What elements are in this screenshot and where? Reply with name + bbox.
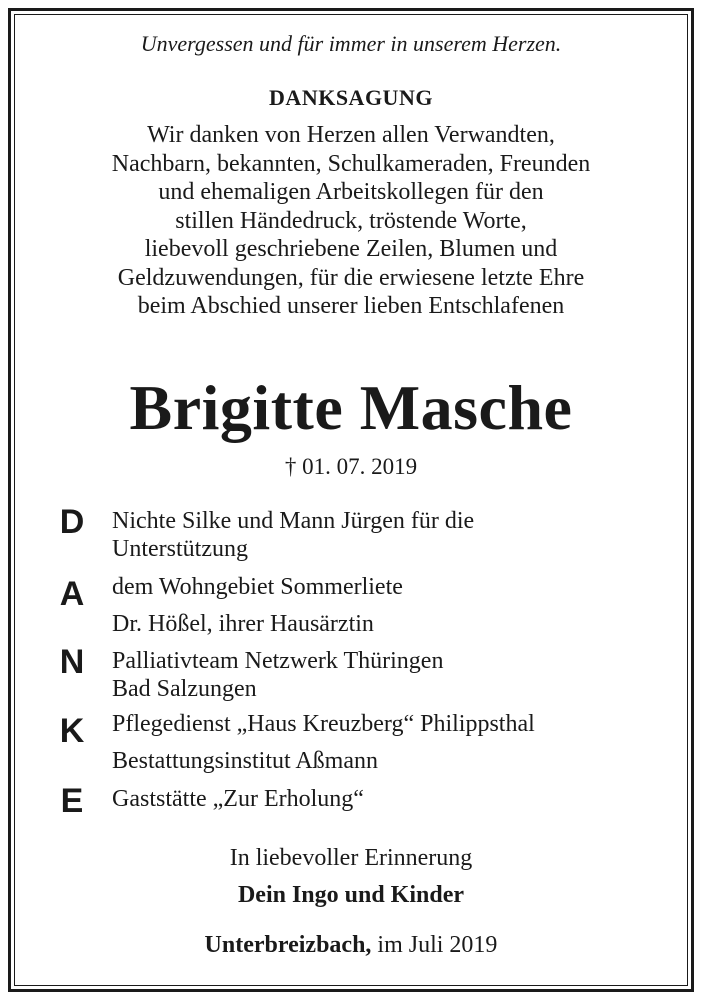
danke-letter-n: N bbox=[59, 643, 85, 681]
thanks-entry-line: dem Wohngebiet Sommerliete bbox=[112, 574, 403, 600]
death-date: † 01. 07. 2019 bbox=[284, 454, 418, 479]
thanks-entry-line: Bad Salzungen bbox=[112, 676, 257, 702]
thanks-entry-line: Unterstützung bbox=[112, 536, 248, 562]
thanks-line: Nachbarn, bekannten, Schulkameraden, Freunden bbox=[111, 150, 591, 177]
thanks-line: beim Abschied unserer lieben Entschlafenen bbox=[137, 293, 565, 319]
motto: Unvergessen und für immer in unserem Herzen. bbox=[140, 31, 562, 56]
thanks-line: Geldzuwendungen, für die erwiesene letzte Ehre bbox=[117, 264, 585, 291]
thanks-line: liebevoll geschriebene Zeilen, Blumen und bbox=[144, 236, 558, 262]
thanks-line: stillen Händedruck, tröstende Worte, bbox=[175, 207, 527, 234]
thanks-entry-line: Palliativteam Netzwerk Thüringen bbox=[112, 648, 444, 674]
thanks-entry-line: Bestattungsinstitut Aßmann bbox=[112, 748, 379, 774]
date: im Juli 2019 bbox=[377, 932, 498, 958]
danke-letter-d: D bbox=[59, 503, 85, 541]
thanks-entry-line: Dr. Hößel, ihrer Hausärztin bbox=[112, 611, 374, 637]
family-signature: Dein Ingo und Kinder bbox=[237, 882, 465, 908]
danke-letter-e: E bbox=[60, 782, 84, 820]
thanks-entry-line: Gaststätte „Zur Erholung“ bbox=[112, 786, 364, 812]
thanks-line: und ehemaligen Arbeitskollegen für den bbox=[158, 179, 544, 205]
danke-letter-k: K bbox=[59, 712, 85, 750]
place: Unterbreizbach, bbox=[204, 932, 372, 958]
danke-letter-a: A bbox=[59, 575, 85, 613]
thanks-entry-line: Nichte Silke und Mann Jürgen für die bbox=[112, 508, 475, 534]
thanks-text bbox=[40, 121, 662, 321]
heading: DANKSAGUNG bbox=[269, 85, 433, 110]
thanks-entry-line: Pflegedienst „Haus Kreuzberg“ Philippsthal bbox=[112, 711, 535, 737]
deceased-name: Brigitte Masche bbox=[129, 372, 573, 443]
place-date-line bbox=[0, 930, 702, 960]
thanks-line: Wir danken von Herzen allen Verwandten, bbox=[147, 122, 555, 148]
remembrance-line: In liebevoller Erinnerung bbox=[229, 845, 473, 871]
